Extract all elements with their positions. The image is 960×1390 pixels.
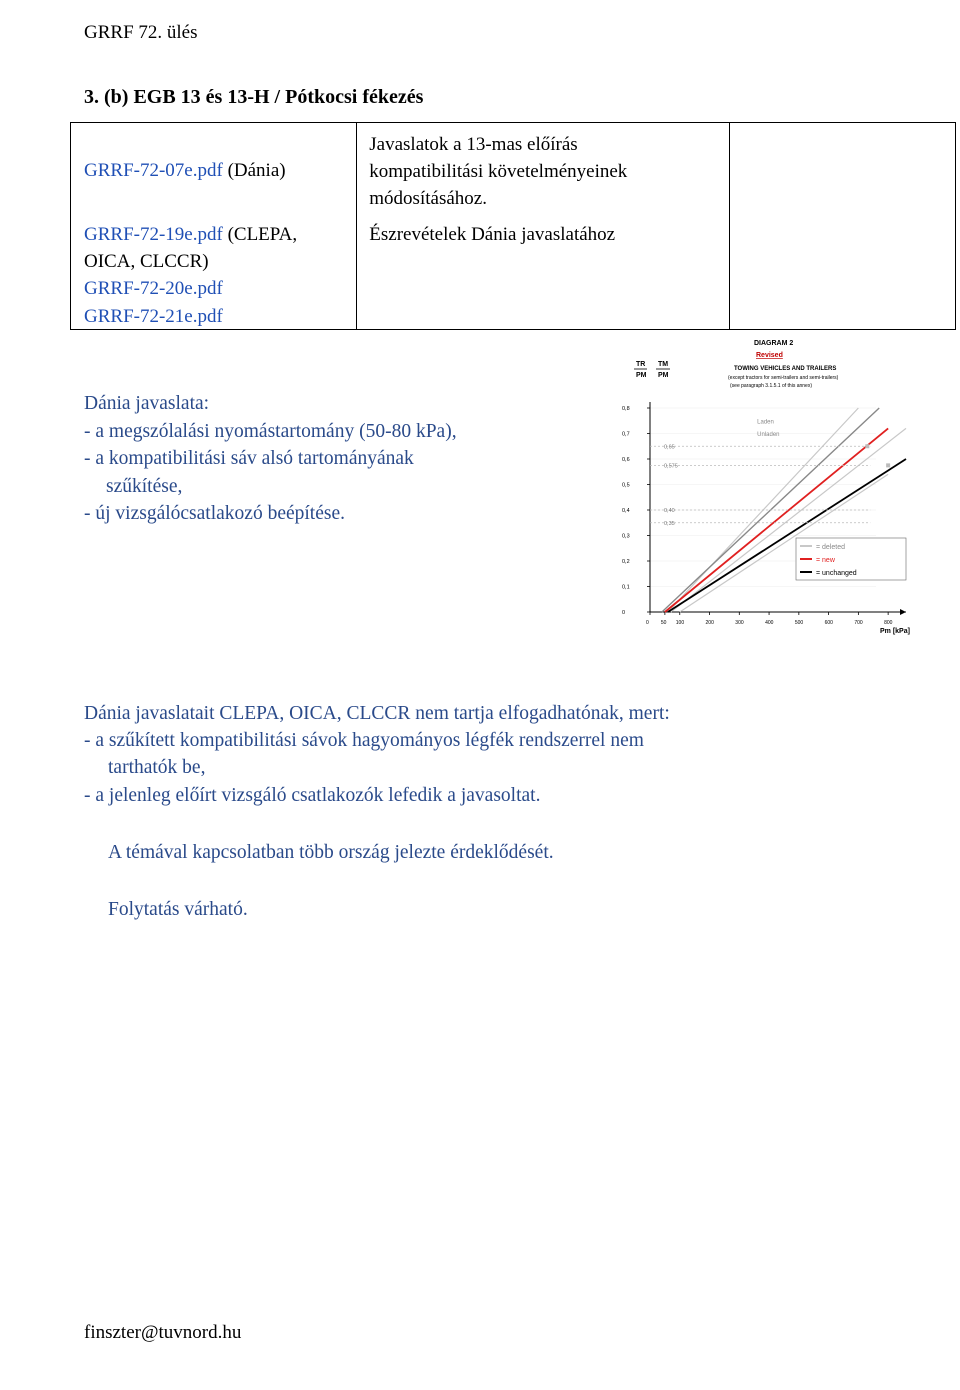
documents-cell (71, 123, 357, 330)
plot-area (622, 402, 906, 626)
page-header: GRRF 72. ülés (84, 22, 198, 43)
diagram-svg (618, 334, 920, 640)
x-tick-label: 400 (765, 620, 774, 626)
unladen-label: Unladen (757, 432, 780, 439)
chart-heading-1: TOWING VEHICLES AND TRAILERS (734, 366, 837, 372)
interest-note: A témával kapcsolatban több ország jelezte érdeklődését. (108, 842, 554, 863)
desc-line-1: Javaslatok a 13-mas előírás (369, 134, 578, 155)
document-table (70, 122, 956, 330)
deleted-line-upper (671, 428, 906, 612)
objection-intro: Dánia javaslatait CLEPA, OICA, CLCCR nem tartja elfogadhatónak, mert: (84, 703, 670, 724)
ratio-tm: TM (658, 361, 669, 368)
diagram-2-chart (618, 334, 920, 640)
ratio-pm-2: PM (658, 372, 669, 379)
y-tick-label: 0,1 (622, 584, 630, 591)
legend-new: = new (816, 557, 835, 564)
ratio-annotation: 0,65 (664, 444, 675, 451)
ratio-pm-1: PM (636, 372, 647, 379)
data-marker (886, 463, 890, 467)
doc-link-21e[interactable]: GRRF-72-21e.pdf (84, 306, 223, 327)
ratio-tr: TR (636, 361, 646, 368)
description-cell (357, 123, 730, 330)
x-tick-label: 600 (824, 620, 833, 626)
proposal-item-1: - a megszólalási nyomástartomány (50-80 kPa), (84, 421, 457, 442)
legend-deleted: = deleted (816, 544, 845, 551)
chart-heading-2: (except tractors for semi-trailers and semi-trailers) (728, 375, 839, 381)
x-tick-label: 100 (675, 620, 685, 626)
laden-label: Laden (757, 419, 774, 426)
proposal-item-2: - a kompatibilitási sáv alsó tartományának (84, 448, 414, 469)
y-tick-label: 0,7 (622, 431, 630, 438)
footer-email[interactable]: finszter@tuvnord.hu (84, 1322, 242, 1343)
revised-label: Revised (756, 352, 783, 359)
chart-heading-3: (see paragraph 3.1.5.1 of this annex) (730, 383, 812, 389)
x-tick-label: 800 (884, 620, 893, 626)
objection-item-2: - a jelenleg előírt vizsgáló csatlakozók lefedik a javasoltat. (84, 785, 541, 806)
y-tick-label: 0,4 (622, 508, 630, 514)
y-tick-label: 0,2 (622, 559, 630, 565)
x-tick-label: 200 (705, 620, 714, 626)
doc-entry-2 (84, 221, 297, 248)
ratio-annotation: 0,40 (664, 508, 675, 514)
y-tick-label: 0 (622, 610, 626, 616)
x-tick-label: 50 (660, 620, 667, 626)
doc-note-oica: OICA, CLCCR) (84, 251, 209, 272)
objection-item-1-cont: tarthatók be, (108, 757, 206, 778)
x-tick-label: 700 (854, 620, 863, 626)
ratio-annotation: 0,575 (664, 463, 678, 470)
diagram-title: DIAGRAM 2 (754, 340, 794, 347)
x-tick-label: 300 (735, 620, 744, 626)
x-tick-label: 0 (646, 620, 649, 626)
proposal-item-2-cont: szűkítése, (106, 476, 183, 497)
doc-note-clepa: (CLEPA, (227, 224, 298, 245)
legend-unchanged: = unchanged (816, 570, 857, 577)
doc-link-20e[interactable]: GRRF-72-20e.pdf (84, 278, 223, 299)
doc-entry-1 (84, 157, 286, 184)
new-line (665, 428, 888, 612)
x-axis-arrow (900, 609, 906, 615)
x-tick-label: 500 (794, 620, 804, 626)
y-tick-label: 0,5 (622, 482, 630, 489)
x-axis-label: Pm [kPa] (880, 628, 910, 635)
y-tick-label: 0,8 (622, 406, 630, 412)
doc-link-07e[interactable]: GRRF-72-07e.pdf (84, 160, 223, 181)
data-marker (865, 444, 869, 448)
section-title: 3. (b) EGB 13 és 13-H / Pótkocsi fékezés (84, 86, 424, 108)
empty-cell (729, 123, 955, 330)
objection-item-1: - a szűkített kompatibilitási sávok hagyományos légfék rendszerrel nem (84, 730, 644, 751)
proposal-item-3: - új vizsgálócsatlakozó beépítése. (84, 503, 345, 524)
y-tick-label: 0,3 (622, 533, 630, 540)
desc-line-4: Észrevételek Dánia javaslatához (369, 224, 616, 245)
desc-line-3: módosításához. (369, 188, 487, 209)
doc-link-19e[interactable]: GRRF-72-19e.pdf (84, 224, 223, 245)
continuation-note: Folytatás várható. (108, 899, 248, 920)
proposal-heading: Dánia javaslata: (84, 393, 210, 414)
desc-line-2: kompatibilitási követelményeinek (369, 161, 628, 182)
ratio-annotation: 0,35 (664, 520, 675, 527)
doc-note-dania: (Dánia) (227, 160, 286, 181)
y-tick-label: 0,6 (622, 457, 630, 463)
